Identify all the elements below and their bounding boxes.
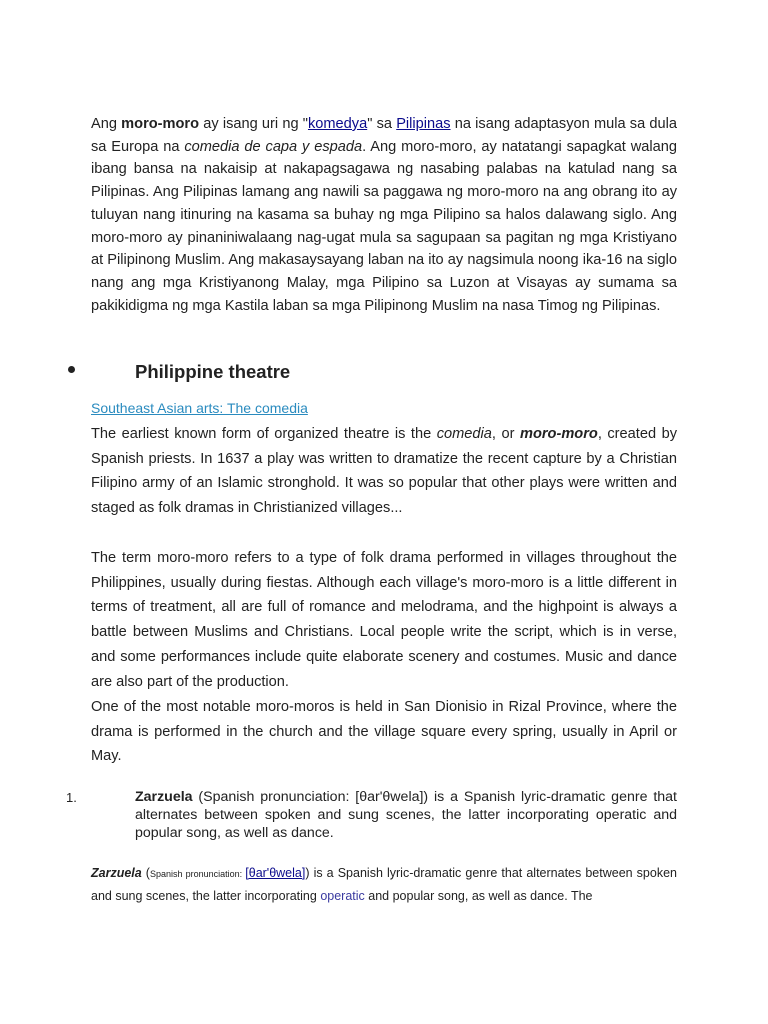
text: , created by Spanish priests. In 1637 a play was written to dramatize the recent capture by a Christian Filipino army of an Islamic stronghold. It was so popular that other plays were written and staged as folk dramas in Christianized villages... — [91, 426, 677, 517]
bullet-icon — [68, 366, 75, 373]
pronunciation-label: Spanish pronunciation: — [149, 869, 246, 879]
paragraph-text: The term moro-moro refers to a type of folk drama performed in villages throughout the Philippines, usually during fiestas. Although each village's moro-moro is a little different in terms of treatment, all are full of romance and melodrama, and the highpoint is always a battle between Muslims and Christians. Local people write the script, which is in verse, and some performances include quite elaborate scenery and costumes. Music and dance are also part of the production. — [91, 550, 677, 690]
pilipinas-link[interactable]: Pilipinas — [396, 116, 451, 132]
theatre-paragraph — [91, 422, 677, 521]
term-italic: comedia de capa y espada — [184, 138, 363, 155]
term-bold-italic: Zarzuela — [91, 866, 142, 880]
term-bold: moro-moro — [121, 116, 200, 132]
text: , or — [491, 426, 520, 442]
komedya-link[interactable]: komedya — [307, 116, 368, 132]
text: na isang adaptasyon mula sa dula sa Europa na — [91, 116, 677, 155]
term-italic: comedia — [436, 426, 492, 442]
source-link[interactable]: Southeast Asian arts: The comedia — [91, 400, 308, 416]
san-dionisio-paragraph — [91, 695, 677, 769]
list-number: 1. — [66, 790, 77, 805]
operatic-link[interactable]: operatic — [320, 889, 365, 903]
term-bold-italic: moro-moro — [519, 426, 598, 442]
section-heading: Philippine theatre — [135, 361, 291, 382]
intro-paragraph — [91, 113, 677, 317]
text: . Ang moro-moro, ay natatangi sapagkat walang ibang bansa na nakaisip at nakapagsagawa ng nasabing palabas na katulad nang sa Pilipinas. Ang Pilipinas lamang ang nawili sa paggawa ng moro-moro na ang obrang ito ay tuluyan nang itinuring na kasama sa buhay ng mga Pilipino sa halos dalawang siglo. Ang moro-moro ay pinaniniwalaang nag-ugat mula sa sagupaan sa pagitan ng mga Kristiyano at Pilipinong Muslim. Ang makasaysayang laban na ito ay nagsimula noong ika-16 na siglo nang ang mga Kristiyanong Malay, mga Pilipino sa Luzon at Visayas ay sumama sa pakikidigma ng mga Kastila laban sa mga Pilipinong Muslim na nasa Timog ng Pilipinas. — [91, 138, 677, 314]
text: ( — [141, 866, 150, 880]
text: Ang — [91, 116, 122, 132]
zarzuela-list-item — [91, 788, 677, 843]
zarzuela-paragraph — [91, 862, 677, 907]
moro-moro-paragraph — [91, 546, 677, 694]
text: ay isang uri ng " — [199, 116, 308, 132]
text: ) is a Spanish lyric-dramatic genre that alternates between spoken and sung scenes, the latter incorporating — [91, 866, 677, 903]
text: and popular song, as well as dance. The — [364, 889, 593, 903]
text: (Spanish pronunciation: [θar'θwela]) is a Spanish lyric-dramatic genre that alternates between spoken and sung scenes, the latter incorporating operatic and popular song, as well as dance. — [135, 789, 677, 842]
term-bold: Zarzuela — [135, 789, 193, 805]
pronunciation-link[interactable]: [θar'θwela] — [245, 866, 306, 880]
source-link-line — [91, 400, 677, 416]
text: " sa — [367, 116, 397, 132]
paragraph-text: One of the most notable moro-moros is held in San Dionisio in Rizal Province, where the drama is performed in the church and the village square every spring, usually in April or May. — [91, 699, 677, 765]
text: The earliest known form of organized theatre is the — [91, 426, 437, 442]
